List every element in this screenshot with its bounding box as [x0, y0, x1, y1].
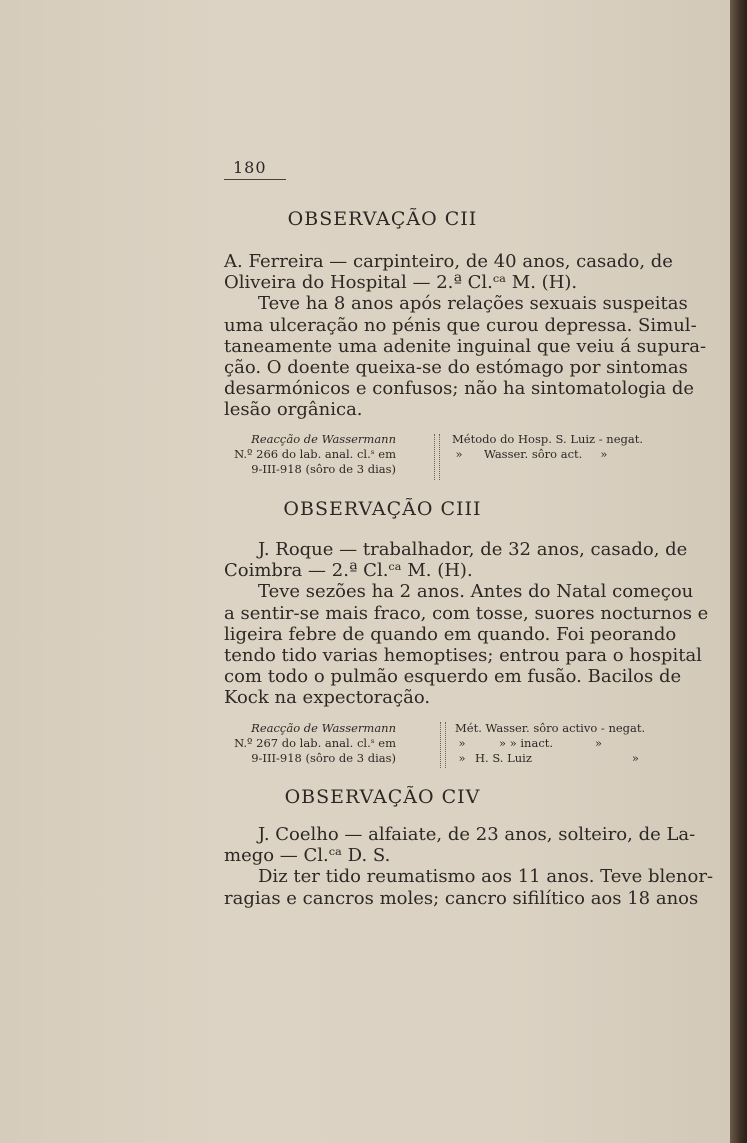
text-line: Teve sezões ha 2 anos. Antes do Natal começou	[258, 581, 694, 603]
ditto-mark: »	[600, 447, 608, 461]
note-line: 9-III-918 (sôro de 3 dias)	[251, 462, 396, 476]
paragraph-obs-ciii	[224, 539, 709, 709]
text-line: mego — Cl.ᶜᵃ D. S.	[224, 845, 391, 867]
text-line: ragias e cancros moles; cancro sifilítico aos 18 anos	[224, 887, 699, 909]
note-results-cii	[452, 432, 692, 462]
note-line: N.º 267 do lab. anal. cl.ˢ em	[234, 736, 396, 750]
paragraph-obs-cii	[224, 251, 707, 421]
text-line: Kock na expectoração.	[224, 687, 431, 709]
note-title: Reacção de Wassermann	[251, 721, 396, 735]
note-line: 9-III-918 (sôro de 3 dias)	[251, 751, 396, 765]
heading-obs-cii: OBSERVAÇÃO CII	[287, 208, 478, 230]
note-line: N.º 266 do lab. anal. cl.ˢ em	[234, 447, 396, 461]
ditto-mark: »	[458, 736, 466, 750]
note-results-ciii	[455, 721, 695, 766]
note-wassermann-ciii	[216, 721, 396, 766]
text-line: A. Ferreira — carpinteiro, de 40 anos, casado, de	[224, 251, 673, 272]
text-line: Diz ter tido reumatismo aos 11 anos. Teve blenor-	[258, 866, 714, 888]
text-line: ção. O doente queixa-se do estómago por sintomas	[224, 357, 688, 379]
text-line: a sentir-se mais fraco, com tosse, suores nocturnos e	[224, 602, 709, 624]
text-line: J. Roque — trabalhador, de 32 anos, casado, de	[258, 539, 688, 560]
note-result: Wasser. sôro act.	[484, 447, 583, 461]
text-line: desarmónicos e confusos; não ha sintomatologia de	[224, 378, 695, 400]
page-number-rule	[224, 179, 286, 180]
ditto-mark: »	[595, 736, 603, 750]
text-line: tendo tido varias hemoptises; entrou para o hospital	[224, 645, 702, 667]
text-line: uma ulceração no pénis que curou depressa. Simul-	[224, 314, 697, 336]
note-wassermann-cii	[216, 432, 396, 477]
note-result: » » inact.	[499, 736, 554, 750]
heading-obs-civ: OBSERVAÇÃO CIV	[284, 786, 481, 808]
page-number: 180	[233, 158, 267, 177]
paragraph-obs-civ	[224, 824, 714, 909]
page-edge	[730, 0, 747, 1143]
ditto-mark: »	[631, 751, 639, 765]
note-separator	[434, 434, 440, 480]
text-line: com todo o pulmão esquerdo em fusão. Bacilos de	[224, 666, 682, 688]
ditto-mark: »	[455, 447, 463, 461]
text-line: ligeira febre de quando em quando. Foi peorando	[224, 623, 677, 645]
note-title: Reacção de Wassermann	[251, 432, 396, 446]
text-line: J. Coelho — alfaiate, de 23 anos, solteiro, de La-	[258, 824, 696, 845]
note-result: Mét. Wasser. sôro activo - negat.	[455, 721, 646, 735]
text-line: lesão orgânica.	[224, 399, 363, 421]
ditto-mark: »	[458, 751, 466, 765]
note-result: H. S. Luiz	[475, 751, 532, 765]
note-separator	[440, 722, 446, 768]
note-result: Método do Hosp. S. Luiz - negat.	[452, 432, 643, 446]
text-line: Coimbra — 2.ª Cl.ᶜᵃ M. (H).	[224, 560, 473, 582]
text-line: Teve ha 8 anos após relações sexuais suspeitas	[258, 293, 688, 315]
heading-obs-ciii: OBSERVAÇÃO CIII	[283, 498, 482, 520]
text-line: taneamente uma adenite inguinal que veiu á supura-	[224, 335, 707, 357]
text-line: Oliveira do Hospital — 2.ª Cl.ᶜᵃ M. (H).	[224, 272, 578, 294]
